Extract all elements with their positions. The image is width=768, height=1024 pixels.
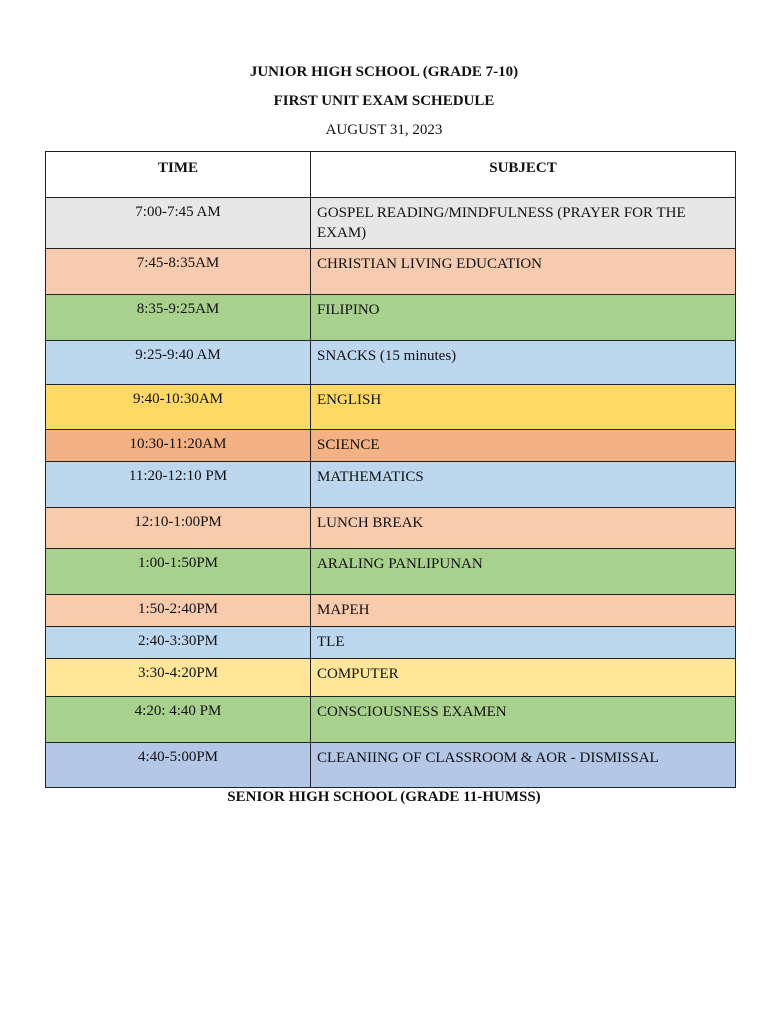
subject-cell: MATHEMATICS [311,462,736,508]
table-row [46,743,736,788]
time-cell: 4:20: 4:40 PM [46,697,311,743]
subject-cell: MAPEH [311,595,736,627]
table-row [46,385,736,430]
subject-cell: ENGLISH [311,385,736,430]
time-cell: 9:25-9:40 AM [46,341,311,385]
subject-cell: CONSCIOUSNESS EXAMEN [311,697,736,743]
subject-cell: GOSPEL READING/MINDFULNESS (PRAYER FOR THE EXAM) [311,198,736,249]
schedule-table [45,151,736,788]
subject-cell: SCIENCE [311,430,736,462]
subject-cell: FILIPINO [311,295,736,341]
time-cell: 8:35-9:25AM [46,295,311,341]
senior-high-heading: SENIOR HIGH SCHOOL (GRADE 11-HUMSS) [227,789,541,805]
time-cell: 1:00-1:50PM [46,549,311,595]
time-cell: 7:45-8:35AM [46,249,311,295]
table-row [46,430,736,462]
time-cell: 11:20-12:10 PM [46,462,311,508]
subject-cell: TLE [311,627,736,659]
time-column-header: TIME [46,152,311,198]
subject-cell: COMPUTER [311,659,736,697]
subject-column-header: SUBJECT [311,152,736,198]
exam-schedule-title: FIRST UNIT EXAM SCHEDULE [273,93,495,109]
table-row [46,341,736,385]
subject-cell: ARALING PANLIPUNAN [311,549,736,595]
table-row [46,627,736,659]
subject-cell: CLEANIING OF CLASSROOM & AOR - DISMISSAL [311,743,736,788]
time-cell: 4:40-5:00PM [46,743,311,788]
table-row [46,697,736,743]
time-cell: 2:40-3:30PM [46,627,311,659]
time-cell: 3:30-4:20PM [46,659,311,697]
time-cell: 10:30-11:20AM [46,430,311,462]
subject-cell: SNACKS (15 minutes) [311,341,736,385]
subject-cell: CHRISTIAN LIVING EDUCATION [311,249,736,295]
school-level-heading: JUNIOR HIGH SCHOOL (GRADE 7-10) [249,64,519,80]
table-row [46,462,736,508]
table-row [46,549,736,595]
table-row [46,659,736,697]
time-cell: 9:40-10:30AM [46,385,311,430]
subject-cell: LUNCH BREAK [311,508,736,549]
table-row [46,295,736,341]
table-row [46,249,736,295]
table-header-row [46,152,736,198]
time-cell: 12:10-1:00PM [46,508,311,549]
time-cell: 7:00-7:45 AM [46,198,311,249]
table-row [46,595,736,627]
table-row [46,508,736,549]
exam-date: AUGUST 31, 2023 [325,122,443,138]
table-row [46,198,736,249]
time-cell: 1:50-2:40PM [46,595,311,627]
